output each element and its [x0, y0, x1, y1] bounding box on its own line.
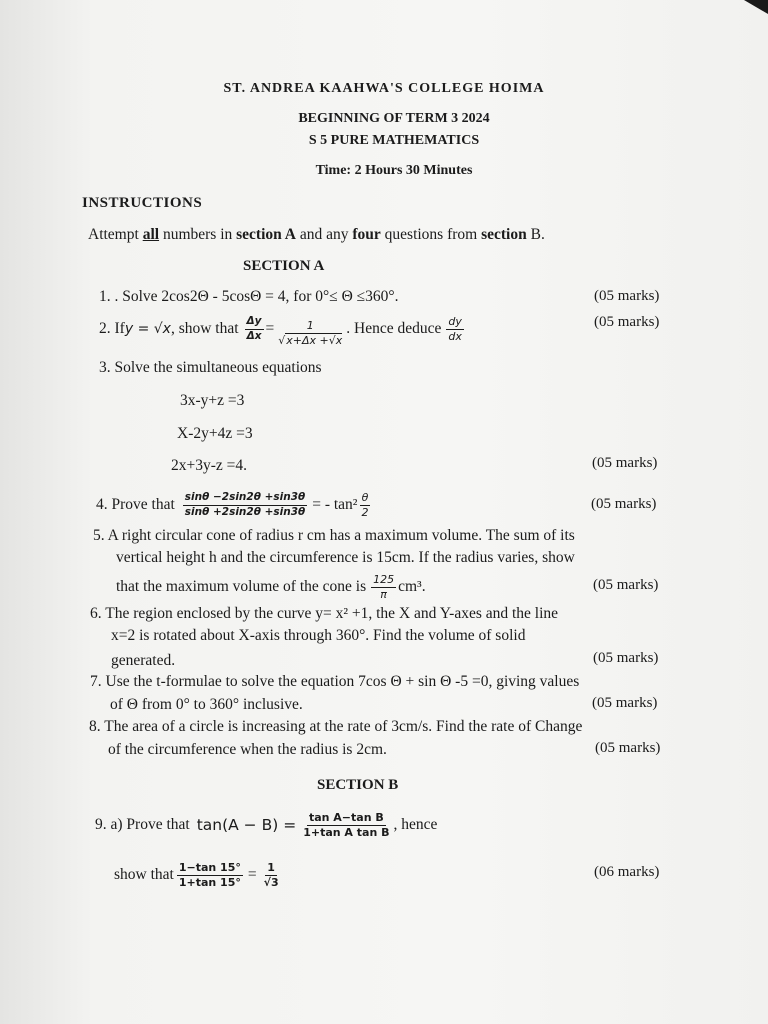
q3-equation-3: 2x+3y-z =4. [171, 457, 248, 474]
question-7-line-1: 7. Use the t-formulae to solve the equation 7cos Θ + sin Θ -5 =0, giving values [90, 673, 580, 690]
question-7-line-2: of Θ from 0° to 360° inclusive. [110, 696, 303, 713]
section-a-title: SECTION A [243, 258, 325, 274]
section-b-title: SECTION B [317, 777, 399, 793]
question-6-line-1: 6. The region enclosed by the curve y= x² +1, the X and Y-axes and the line [90, 605, 559, 622]
question-8-line-2: of the circumference when the radius is 2cm. [108, 741, 387, 758]
question-5-line-2: vertical height h and the circumference is 15cm. If the radius varies, show [116, 549, 575, 566]
q8-marks: (05 marks) [595, 740, 661, 756]
q6-marks: (05 marks) [593, 650, 659, 666]
q2-marks: (05 marks) [594, 314, 660, 330]
q4-marks: (05 marks) [591, 496, 657, 512]
question-3: 3. Solve the simultaneous equations [99, 359, 322, 376]
instructions-title: INSTRUCTIONS [82, 195, 203, 211]
page-corner-shadow [744, 0, 768, 14]
question-5-line-1: 5. A right circular cone of radius r cm has a maximum volume. The sum of its [93, 527, 575, 544]
q1-marks: (05 marks) [594, 288, 660, 304]
question-5-line-3: that the maximum volume of the cone is $\frac{125}{\pi}$ cm³. [116, 572, 426, 601]
q9-marks: (06 marks) [594, 864, 660, 880]
question-4: 4. Prove that $\frac{\sin\theta -2\sin 2\theta +\sin 3\theta}{\sin\theta +2\sin 2\theta +\sin 3\theta}$ = - tan² $\frac{\theta}{2}$ [96, 490, 369, 519]
question-9a-show: show that $\frac{1-\tan 15^\circ}{1+\tan 15^\circ}$ = $\frac{1}{√3}$ [114, 860, 279, 889]
q7-marks: (05 marks) [592, 695, 658, 711]
q3-marks: (05 marks) [592, 455, 658, 471]
question-6-line-3: generated. [111, 652, 176, 669]
question-9a: 9. a) Prove that tan(A − B) = $\frac{\text{tan A−tan B}}{\text{1+tan A tan B}}$ , hence [95, 810, 438, 839]
instructions-text: Attempt all numbers in section A and any four questions from section B. [88, 226, 545, 243]
subject-title: S 5 PURE MATHEMATICS [308, 133, 480, 148]
q3-equation-2: X-2y+4z =3 [177, 425, 253, 442]
exam-title: BEGINNING OF TERM 3 2024 [298, 111, 490, 126]
school-name: ST. ANDREA KAAHWA'S COLLEGE HOIMA [223, 81, 545, 96]
exam-duration: Time: 2 Hours 30 Minutes [315, 163, 473, 178]
q3-equation-1: 3x-y+z =3 [180, 392, 245, 409]
q5-marks: (05 marks) [593, 577, 659, 593]
question-2: 2. If y = √x , show that $\frac{\Delta y}{\Delta x}$ = $\frac{1}{√x+\Delta x +√x}$ . Hence deduce $\frac{dy}{dx}$ [99, 314, 462, 347]
question-1: 1. . Solve 2cos2Θ - 5cosΘ = 4, for 0°≤ Θ ≤360°. [99, 288, 399, 305]
question-8-line-1: 8. The area of a circle is increasing at the rate of 3cm/s. Find the rate of Change [89, 718, 583, 735]
question-6-line-2: x=2 is rotated about X-axis through 360°. Find the volume of solid [111, 627, 526, 644]
